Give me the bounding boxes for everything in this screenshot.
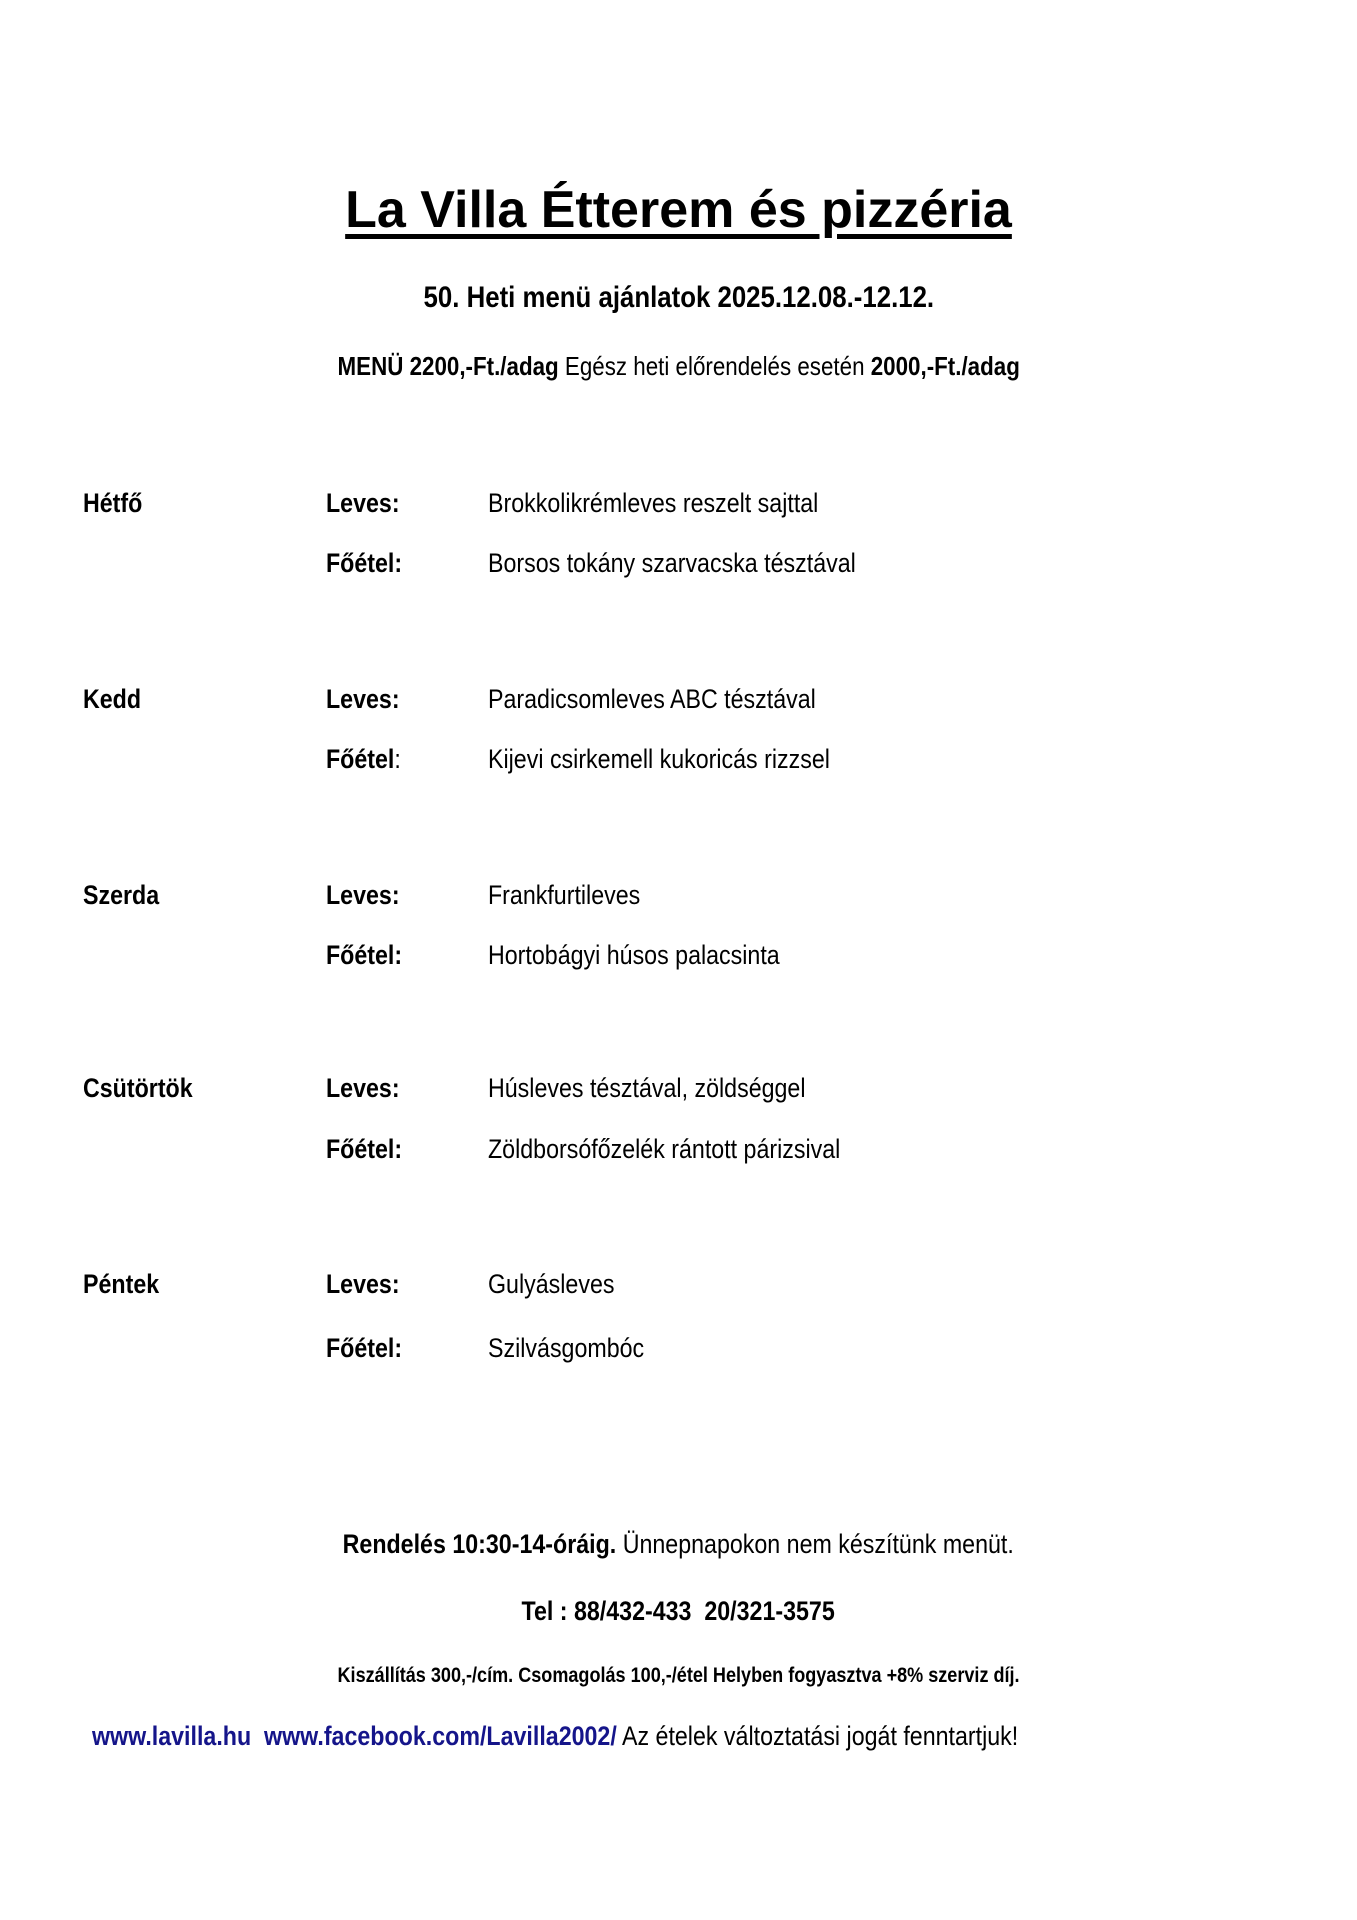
main-label-text: Főétel: [326,940,403,970]
soup-label-text: Leves: [326,488,400,518]
soup-label-text: Leves: [326,1269,400,1299]
day-label: Hétfő [83,488,143,518]
day-name-tuesday [83,686,151,713]
delivery-info: Kiszállítás 300,-/cím. Csomagolás 100,-/étel Helyben fogyasztva +8% szerviz díj. [337,1664,1020,1687]
day-name-wednesday [83,882,172,909]
main-label [326,550,415,577]
price-line [0,353,1357,379]
day-name-friday [83,1271,172,1298]
phone-line [0,1598,1357,1625]
order-hours: Rendelés 10:30-14-óráig. [342,1529,617,1559]
soup-label-text: Leves: [326,1073,400,1103]
soup-label-text: Leves: [326,684,400,714]
soup-label [326,882,412,909]
page-title [0,181,1357,239]
tuesday-soup [488,686,869,713]
facebook-link[interactable]: www.facebook.com/Lavilla2002/ [264,1721,617,1751]
soup-label [326,686,412,713]
phone-numbers: Tel : 88/432-433 20/321-3575 [521,1596,836,1626]
wednesday-main [488,942,827,969]
weekly-price: 2000,-Ft./adag [870,351,1020,381]
main-label [326,942,415,969]
main-label [326,746,413,773]
website-link[interactable]: www.lavilla.hu [92,1721,252,1751]
dish-text: Borsos tokány szarvacska tésztával [488,548,856,578]
week-menu-heading: 50. Heti menü ajánlatok 2025.12.08.-12.12. [423,281,934,314]
dish-text: Szilvásgombóc [488,1333,645,1363]
dish-text: Gulyásleves [488,1269,615,1299]
price-line-text [337,353,1019,379]
main-label [326,1335,415,1362]
order-hours-text [343,1531,1014,1558]
day-label: Péntek [83,1269,160,1299]
dish-text: Húsleves tésztával, zöldséggel [488,1073,806,1103]
links-line [92,1723,1169,1750]
main-label-colon: : [394,744,401,774]
main-label-word: Főétel [326,744,395,774]
day-name-thursday [83,1075,211,1102]
order-hours-line [0,1531,1357,1558]
day-label: Szerda [83,880,160,910]
thursday-main [488,1136,898,1163]
dish-text: Paradicsomleves ABC tésztával [488,684,816,714]
holiday-note: Ünnepnapokon nem készítünk menüt. [622,1529,1015,1559]
friday-main [488,1335,670,1362]
disclaimer: Az ételek változtatási jogát fenntartjuk! [621,1721,1019,1751]
dish-text: Brokkolikrémleves reszelt sajttal [488,488,819,518]
wednesday-soup [488,882,665,909]
week-subtitle [0,283,1357,313]
delivery-line [0,1665,1357,1686]
monday-main [488,550,916,577]
day-label: Kedd [83,684,142,714]
menu-price: MENÜ 2200,-Ft./adag [337,351,559,381]
soup-label [326,1075,412,1102]
thursday-soup [488,1075,857,1102]
friday-soup [488,1271,635,1298]
monday-soup [488,490,872,517]
day-label: Csütörtök [83,1073,193,1103]
tuesday-main [488,746,886,773]
dish-text: Hortobágyi húsos palacsinta [488,940,780,970]
main-label [326,1136,415,1163]
soup-label [326,1271,412,1298]
main-label-text: Főétel: [326,1333,403,1363]
soup-label [326,490,412,517]
dish-text: Zöldborsófőzelék rántott párizsival [488,1134,841,1164]
dish-text: Kijevi csirkemell kukoricás rizzsel [488,744,830,774]
soup-label-text: Leves: [326,880,400,910]
restaurant-name: La Villa Étterem és pizzéria [345,181,1012,239]
weekly-preorder-text: Egész heti előrendelés esetén [564,351,865,381]
main-label-text: Főétel: [326,548,403,578]
dish-text: Frankfurtileves [488,880,641,910]
main-label-text [326,746,401,773]
main-label-text: Főétel: [326,1134,403,1164]
links-text [92,1723,1018,1750]
day-name-monday [83,490,152,517]
